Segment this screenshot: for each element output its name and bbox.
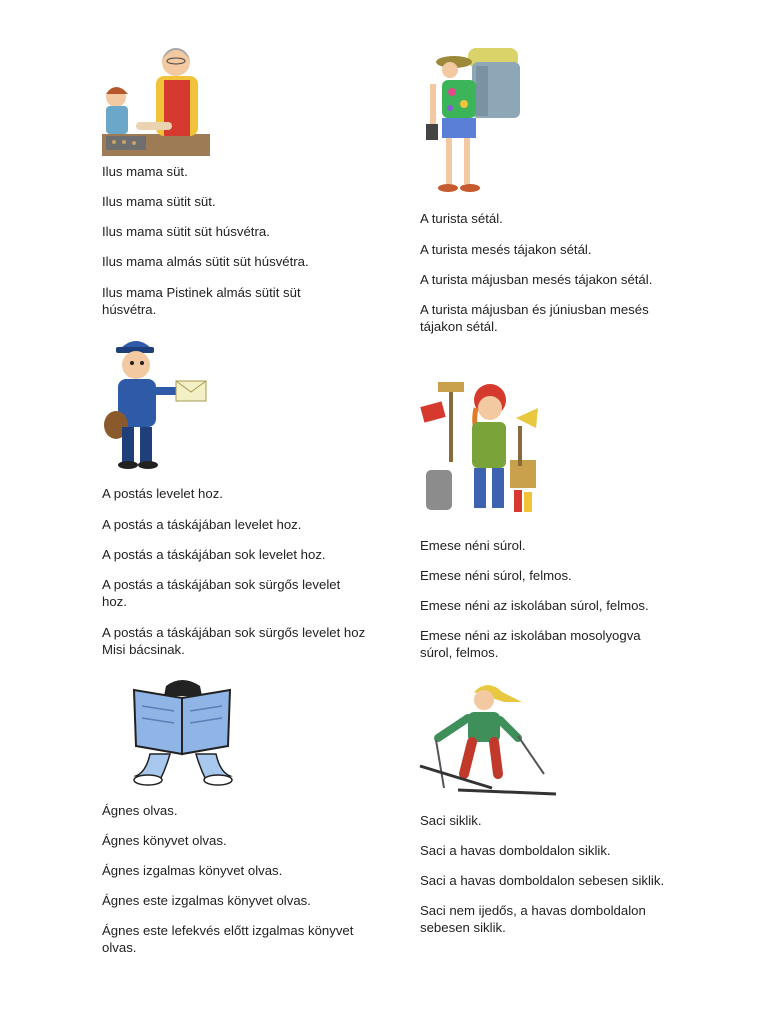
- sentence: Emese néni súrol.: [420, 538, 526, 553]
- sentence: Ágnes este lefekvés előtt izgalmas könyvet olvas.: [102, 923, 354, 955]
- sentence: A turista sétál.: [420, 211, 503, 226]
- sentence: Ilus mama sütit süt.: [102, 194, 216, 209]
- sentence: Emese néni az iskolában súrol, felmos.: [420, 598, 649, 613]
- grandma-baking-illustration: [102, 42, 210, 158]
- sentence: Ágnes könyvet olvas.: [102, 833, 227, 848]
- postman-illustration: [100, 335, 212, 471]
- sentence: A postás a táskájában sok sürgős levelet hoz Misi bácsinak.: [102, 625, 366, 657]
- sentence: A postás a táskájában sok levelet hoz.: [102, 547, 326, 562]
- hiker-tourist-illustration: [420, 40, 528, 198]
- reading-child-illustration: [130, 676, 236, 788]
- sentence: Ilus mama süt.: [102, 164, 188, 179]
- sentence: A turista májusban és júniusban mesés tájakon sétál.: [420, 302, 649, 334]
- sentence: A turista májusban mesés tájakon sétál.: [420, 272, 653, 287]
- sentence: Ágnes izgalmas könyvet olvas.: [102, 863, 283, 878]
- sentence: Ilus mama Pistinek almás sütit süt húsvétra.: [102, 285, 301, 317]
- sentence: Ágnes olvas.: [102, 803, 178, 818]
- sentence: A postás a táskájában sok sürgős levelet hoz.: [102, 577, 341, 609]
- sentence: Ágnes este izgalmas könyvet olvas.: [102, 893, 311, 908]
- skier-illustration: [418, 678, 558, 800]
- sentence: Saci a havas domboldalon sebesen siklik.: [420, 873, 665, 888]
- sentence: Emese néni súrol, felmos.: [420, 568, 572, 583]
- sentence: Ilus mama almás sütit süt húsvétra.: [102, 254, 309, 269]
- sentence: A turista mesés tájakon sétál.: [420, 242, 592, 257]
- sentence: Saci siklik.: [420, 813, 482, 828]
- sentence: Emese néni az iskolában mosolyogva súrol, felmos.: [420, 628, 641, 660]
- sentence: A postás levelet hoz.: [102, 486, 223, 501]
- sentence: Ilus mama sütit süt húsvétra.: [102, 224, 270, 239]
- cleaning-lady-illustration: [420, 378, 548, 524]
- sentence: A postás a táskájában levelet hoz.: [102, 517, 302, 532]
- sentence: Saci nem ijedős, a havas domboldalon sebesen siklik.: [420, 903, 646, 935]
- sentence: Saci a havas domboldalon siklik.: [420, 843, 611, 858]
